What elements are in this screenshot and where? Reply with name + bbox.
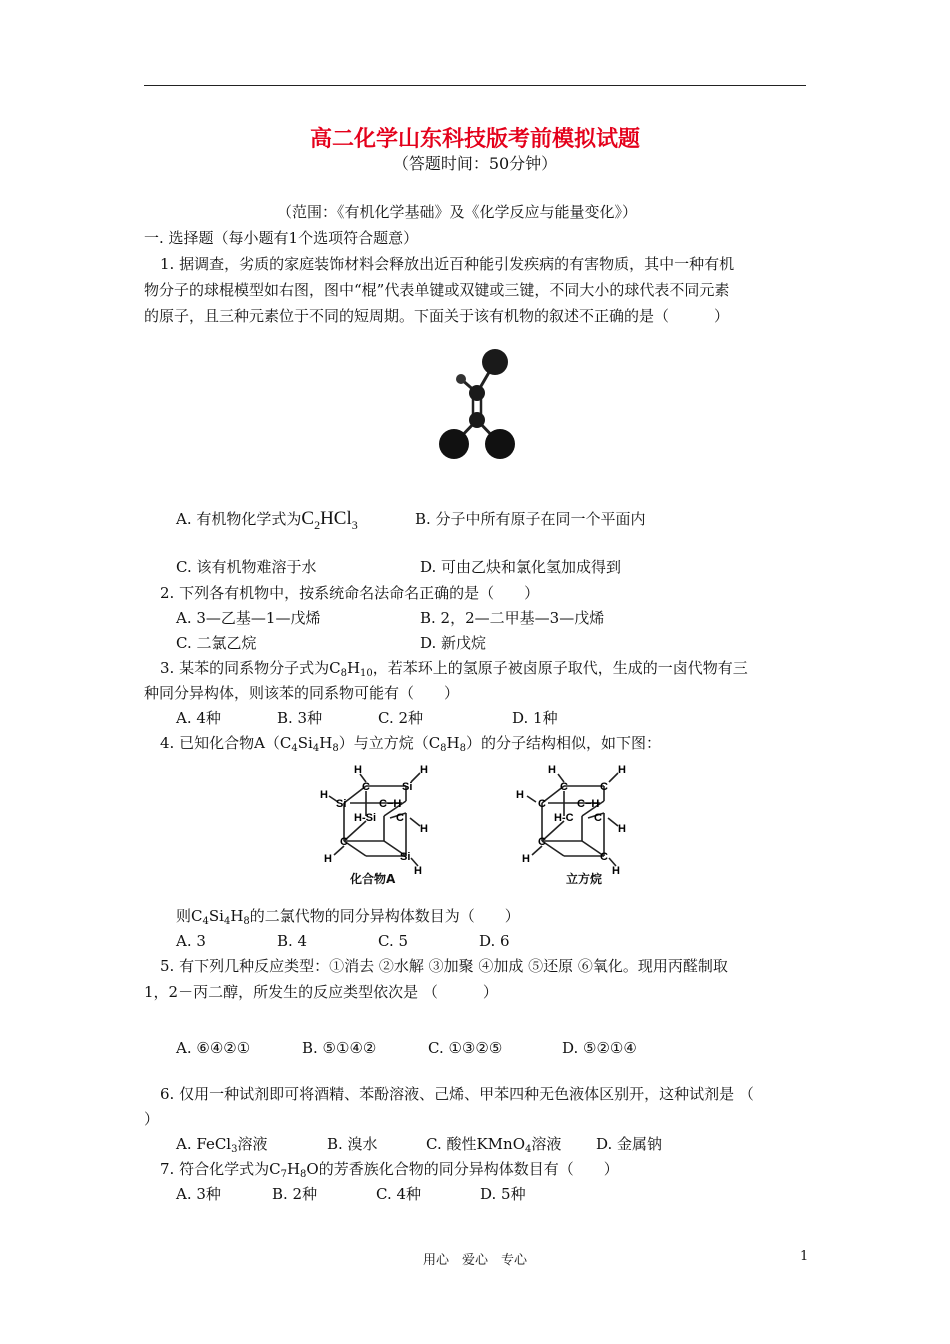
section-heading: 一. 选择题（每小题有1个选项符合题意） bbox=[144, 229, 419, 247]
svg-text:C−H: C−H bbox=[577, 798, 600, 810]
q2-option-c: C. 二氯乙烷 bbox=[176, 634, 257, 652]
compound-a-caption: 化合物A bbox=[350, 872, 396, 886]
svg-text:C: C bbox=[594, 812, 602, 824]
svg-text:C: C bbox=[600, 781, 608, 793]
q6-line2: ） bbox=[144, 1110, 160, 1128]
svg-text:C: C bbox=[538, 836, 546, 848]
q2-option-a: A. 3—乙基—1—戊烯 bbox=[176, 609, 321, 627]
q3-option-c: C. 2种 bbox=[378, 709, 424, 727]
svg-text:H: H bbox=[320, 789, 328, 801]
q4-stem: 4. 已知化合物$A(C_4Si_4H_8)$与立方烷$(C_8H_8)$的分子结构相似，如下图： bbox=[160, 734, 662, 754]
q4-option-a: A. 3 bbox=[176, 932, 206, 950]
exam-scope: （范围：《有机化学基础》及《化学反应与能量变化》） bbox=[277, 203, 638, 221]
q6-option-c: C. 酸性KMnO$_4$溶液 bbox=[426, 1135, 562, 1155]
page-number: 1 bbox=[800, 1249, 809, 1264]
q1-line2: 物分子的球棍模型如右图，图中“棍”代表单键或双键或三键，不同大小的球代表不同元素 bbox=[144, 281, 730, 299]
header-rule bbox=[144, 85, 806, 86]
q1-option-b: B. 分子中所有原子在同一个平面内 bbox=[415, 510, 646, 528]
q3-option-b: B. 3种 bbox=[277, 709, 323, 727]
page-title: 高二化学山东科技版考前模拟试题 bbox=[309, 126, 640, 152]
compound-a-structure bbox=[310, 758, 460, 888]
q5-option-a: A. ⑥④②① bbox=[176, 1039, 251, 1057]
svg-text:H: H bbox=[522, 853, 530, 865]
q5-line2: 1，2－丙二醇，所发生的反应类型依次是 （ ） bbox=[144, 983, 498, 1001]
q5-line1: 5. 有下列几种反应类型：①消去 ②水解 ③加聚 ④加成 ⑤还原 ⑥氧化。现用丙醛制取 bbox=[160, 957, 728, 975]
ball-stick-model-figure bbox=[430, 340, 520, 465]
svg-text:H: H bbox=[414, 865, 422, 877]
q2-option-b: B. 2，2—二甲基—3—戊烯 bbox=[420, 609, 605, 627]
q6-option-d: D. 金属钠 bbox=[596, 1135, 663, 1153]
q2-stem: 2. 下列各有机物中，按系统命名法命名正确的是（ ） bbox=[160, 584, 540, 602]
svg-text:H: H bbox=[618, 764, 626, 776]
svg-text:C−H: C−H bbox=[379, 798, 402, 810]
svg-text:H: H bbox=[420, 764, 428, 776]
q7-option-b: B. 2种 bbox=[272, 1185, 318, 1203]
svg-text:H-Si: H-Si bbox=[354, 812, 376, 824]
q6-option-b: B. 溴水 bbox=[327, 1135, 378, 1153]
q1-line3: 的原子，且三种元素位于不同的短周期。下面关于该有机物的叙述不正确的是（ ） bbox=[144, 307, 730, 325]
q3-line1: 3. 某苯的同系物分子式为$C_8H_{10}$，若苯环上的氢原子被卤原子取代，生成的一卤代物有三 bbox=[160, 659, 748, 679]
q3-option-d: D. 1种 bbox=[512, 709, 558, 727]
q4-option-c: C. 5 bbox=[378, 932, 409, 950]
cubane-caption: 立方烷 bbox=[566, 872, 603, 886]
svg-text:H: H bbox=[420, 823, 428, 835]
q7-stem: 7. 符合化学式为$C_7H_8O$的芳香族化合物的同分异构体数目有（ ） bbox=[160, 1160, 619, 1180]
q7-option-a: A. 3种 bbox=[176, 1185, 221, 1203]
q3-line2: 种同分异构体，则该苯的同系物可能有（ ） bbox=[144, 684, 460, 702]
page-footer: 用心 爱心 专心 bbox=[422, 1253, 527, 1268]
svg-text:H: H bbox=[612, 865, 620, 877]
q1-option-a: A. 有机物化学式为$C_2HCl_3$ bbox=[176, 508, 358, 532]
cubane-structure bbox=[508, 758, 658, 888]
q4-option-d: D. 6 bbox=[479, 932, 510, 950]
q6-option-a: A. FeCl$_3$溶液 bbox=[176, 1135, 268, 1155]
q1-option-d: D. 可由乙炔和氯化氢加成得到 bbox=[420, 558, 622, 576]
q5-option-b: B. ⑤①④② bbox=[302, 1039, 377, 1057]
time-limit: （答题时间：50分钟） bbox=[392, 154, 558, 173]
svg-text:Si: Si bbox=[336, 798, 347, 810]
svg-text:H: H bbox=[354, 764, 362, 776]
svg-text:H: H bbox=[324, 853, 332, 865]
svg-text:H: H bbox=[516, 789, 524, 801]
svg-text:H: H bbox=[618, 823, 626, 835]
q4-option-b: B. 4 bbox=[277, 932, 308, 950]
q3-option-a: A. 4种 bbox=[176, 709, 221, 727]
svg-text:C: C bbox=[340, 836, 348, 848]
q7-option-c: C. 4种 bbox=[376, 1185, 422, 1203]
q6-line1: 6. 仅用一种试剂即可将酒精、苯酚溶液、己烯、甲苯四种无色液体区别开，这种试剂是 （ bbox=[160, 1085, 754, 1103]
q2-option-d: D. 新戊烷 bbox=[420, 634, 487, 652]
svg-text:C: C bbox=[362, 781, 370, 793]
svg-text:C: C bbox=[396, 812, 404, 824]
formula-c2hcl3: $C_2HCl_3$ bbox=[301, 508, 358, 532]
q1-option-c: C. 该有机物难溶于水 bbox=[176, 558, 317, 576]
q5-option-c: C. ①③②⑤ bbox=[428, 1039, 503, 1057]
q5-option-d: D. ⑤②①④ bbox=[562, 1039, 637, 1057]
q1-line1: 1. 据调查，劣质的家庭装饰材料会释放出近百种能引发疾病的有害物质，其中一种有机 bbox=[160, 255, 735, 273]
svg-text:H: H bbox=[548, 764, 556, 776]
svg-text:C: C bbox=[600, 851, 608, 863]
svg-text:C: C bbox=[538, 798, 546, 810]
q4-question: 则$C_4Si_4H_8$的二氯代物的同分异构体数目为（ ） bbox=[176, 907, 520, 927]
svg-text:C: C bbox=[560, 781, 568, 793]
q7-option-d: D. 5种 bbox=[480, 1185, 526, 1203]
svg-text:Si: Si bbox=[402, 781, 413, 793]
svg-text:H-C: H-C bbox=[554, 812, 574, 824]
svg-text:Si: Si bbox=[400, 851, 411, 863]
